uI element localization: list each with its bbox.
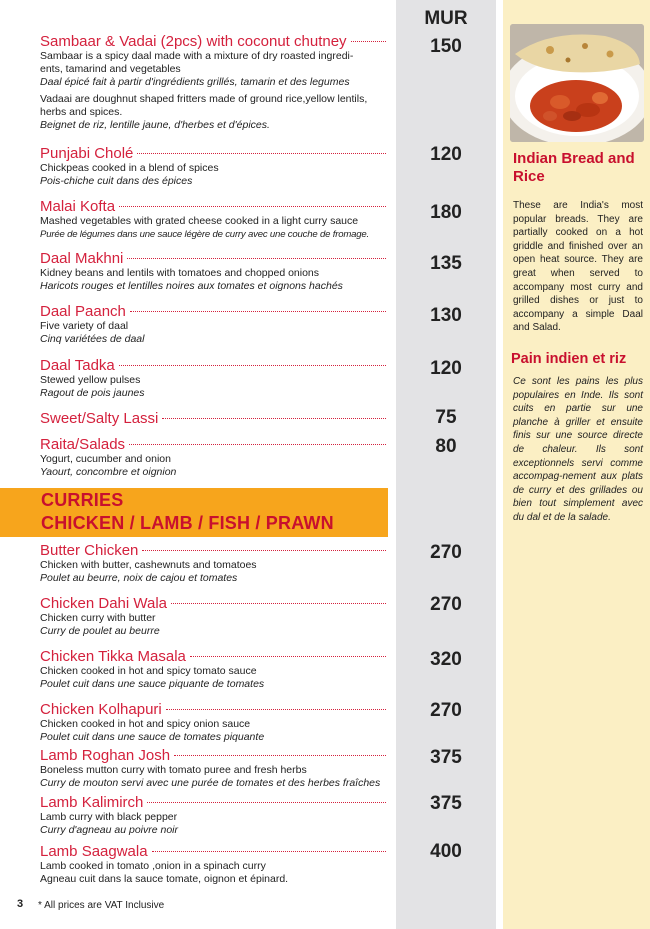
menu-item-chicken-tikka-masala <box>40 648 386 691</box>
item-name: Punjabi Cholé <box>40 145 134 162</box>
page-number: 3 <box>17 898 24 910</box>
item-price: 320 <box>430 649 462 670</box>
menu-item-raita <box>40 436 386 479</box>
dot-leader <box>174 754 386 756</box>
menu-item-lamb-kalimirch <box>40 794 386 837</box>
item-price: 375 <box>430 793 462 814</box>
item-desc-en: ents, tamarind and vegetables <box>40 63 181 75</box>
item-price: 400 <box>430 841 462 862</box>
vadai-desc-fr: Beignet de riz, lentille jaune, d'herbes et d'épices. <box>40 119 270 131</box>
menu-item-punjabi-chole <box>40 145 386 188</box>
menu-item-lamb-saagwala <box>40 843 386 886</box>
item-desc-fr: Curry de mouton servi avec une purée de tomates et des herbes fraîches <box>40 777 381 789</box>
sidebar-title-en: Indian Bread and Rice <box>513 150 635 185</box>
dot-leader <box>190 655 386 657</box>
menu-item-butter-chicken <box>40 542 386 585</box>
price-column-background <box>396 0 496 929</box>
item-price: 130 <box>430 305 462 326</box>
item-name: Lamb Roghan Josh <box>40 747 171 764</box>
item-desc-fr: Yaourt, concombre et oignion <box>40 466 177 478</box>
dot-leader <box>142 549 386 551</box>
menu-item-daal-makhni <box>40 250 386 293</box>
item-price: 75 <box>435 407 457 428</box>
item-price: 270 <box>430 542 462 563</box>
item-name: Lamb Kalimirch <box>40 794 144 811</box>
dot-leader <box>130 310 386 312</box>
sidebar-title-fr: Pain indien et riz <box>511 351 627 367</box>
item-desc-en: Stewed yellow pulses <box>40 374 141 386</box>
menu-item-chicken-kolhapuri <box>40 701 386 744</box>
item-desc-en: Chicken cooked in hot and spicy tomato sauce <box>40 665 257 677</box>
item-price: 150 <box>430 36 462 57</box>
dot-leader <box>147 801 386 803</box>
item-desc-fr: Daal épicé fait à partir d'ingrédients grillés, tamarin et des legumes <box>40 76 350 88</box>
item-price: 80 <box>435 436 457 457</box>
item-name: Chicken Tikka Masala <box>40 648 186 665</box>
dot-leader <box>162 417 386 419</box>
item-desc-fr: Pois-chiche cuit dans des épices <box>40 175 193 187</box>
food-photo <box>510 24 644 142</box>
menu-item-sambaar <box>40 33 386 132</box>
item-desc-fr: Haricots rouges et lentilles noires aux tomates et oignons hachés <box>40 280 343 292</box>
item-desc-fr: Cinq variétées de daal <box>40 333 145 345</box>
item-desc-en: Chicken cooked in hot and spicy onion sauce <box>40 718 251 730</box>
dot-leader <box>127 257 386 259</box>
item-desc-en: Mashed vegetables with grated cheese cooked in a light curry sauce <box>40 215 359 227</box>
item-name: Raita/Salads <box>40 436 126 453</box>
item-desc-en: Boneless mutton curry with tomato puree and fresh herbs <box>40 764 307 776</box>
item-desc-en: Chickpeas cooked in a blend of spices <box>40 162 219 174</box>
item-desc-fr: Purée de légumes dans une sauce légère de curry avec une couche de fromage. <box>40 229 369 240</box>
menu-item-malai-kofta <box>40 198 386 241</box>
vadai-desc-en: Vadaai are doughnut shaped fritters made of ground rice,yellow lentils, <box>40 93 368 105</box>
menu-item-daal-tadka <box>40 357 386 400</box>
item-price: 120 <box>430 144 462 165</box>
item-desc-en: Yogurt, cucumber and onion <box>40 453 171 465</box>
item-desc-en: Kidney beans and lentils with tomatoes and chopped onions <box>40 267 320 279</box>
sidebar-text-fr: Ce sont les pains les plus populaires en Inde. Ils sont cuits en partie sur une planche à griller et ensuite finis sur une source directe de chaleur. Ils sont exceptionnels servi comme accompag-nement aux plats de curry et des grillades ou bien tout simplement avec du dal et de la salade. <box>513 376 643 523</box>
dot-leader <box>166 708 386 710</box>
item-price: 270 <box>430 700 462 721</box>
item-name: Malai Kofta <box>40 198 116 215</box>
dot-leader <box>129 443 386 445</box>
item-desc-fr: Poulet cuit dans une sauce piquante de tomates <box>40 678 265 690</box>
item-desc-fr: Agneau cuit dans la sauce tomate, oignon et épinard. <box>40 873 289 885</box>
item-price: 180 <box>430 202 462 223</box>
item-desc-en: Sambaar is a spicy daal made with a mixture of dry roasted ingredi- <box>40 50 354 62</box>
banner-subtitle: CHICKEN / LAMB / FISH / PRAWN <box>41 513 334 533</box>
menu-item-lassi <box>40 410 386 427</box>
menu-item-chicken-dahi-wala <box>40 595 386 638</box>
item-desc-fr: Poulet cuit dans une sauce de tomates piquante <box>40 731 265 743</box>
banner-title: CURRIES <box>41 490 124 510</box>
item-name: Lamb Saagwala <box>40 843 148 860</box>
dot-leader <box>152 850 386 852</box>
vadai-desc-en: herbs and spices. <box>40 106 123 118</box>
item-price: 120 <box>430 358 462 379</box>
item-name: Chicken Kolhapuri <box>40 701 162 718</box>
item-desc-en: Lamb curry with black pepper <box>40 811 178 823</box>
item-desc-en: Lamb cooked in tomato ,onion in a spinach curry <box>40 860 266 872</box>
dot-leader <box>171 602 386 604</box>
item-desc-fr: Ragout de pois jaunes <box>40 387 145 399</box>
item-desc-en: Five variety of daal <box>40 320 129 332</box>
vat-note: * All prices are VAT Inclusive <box>38 900 165 911</box>
item-name: Sambaar & Vadai (2pcs) with coconut chutney <box>40 33 347 50</box>
item-price: 135 <box>430 253 462 274</box>
menu-item-lamb-roghan-josh <box>40 747 386 790</box>
currency-header: MUR <box>424 8 468 29</box>
item-name: Chicken Dahi Wala <box>40 595 167 612</box>
item-desc-fr: Curry de poulet au beurre <box>40 625 160 637</box>
item-desc-en: Chicken curry with butter <box>40 612 156 624</box>
item-name: Daal Paanch <box>40 303 126 320</box>
item-price: 270 <box>430 594 462 615</box>
sidebar-text-en: These are India's most popular breads. They are partially cooked on a hot griddle and finished over an open heat source. They are great when served to accompany most curry and grilled dishes or just to accompany a simple Daal and Salad. <box>513 200 643 334</box>
item-price: 375 <box>430 747 462 768</box>
item-desc-fr: Curry d'agneau au poivre noir <box>40 824 179 836</box>
item-name: Butter Chicken <box>40 542 139 559</box>
item-name: Daal Tadka <box>40 357 115 374</box>
food-photo-illustration <box>510 24 644 142</box>
menu-item-daal-paanch <box>40 303 386 346</box>
item-desc-en: Chicken with butter, cashewnuts and tomatoes <box>40 559 257 571</box>
item-name: Daal Makhni <box>40 250 124 267</box>
dot-leader <box>119 205 386 207</box>
dot-leader <box>351 40 386 42</box>
item-desc-fr: Poulet au beurre, noix de cajou et tomates <box>40 572 238 584</box>
dot-leader <box>119 364 386 366</box>
dot-leader <box>137 152 386 154</box>
item-name: Sweet/Salty Lassi <box>40 410 159 427</box>
